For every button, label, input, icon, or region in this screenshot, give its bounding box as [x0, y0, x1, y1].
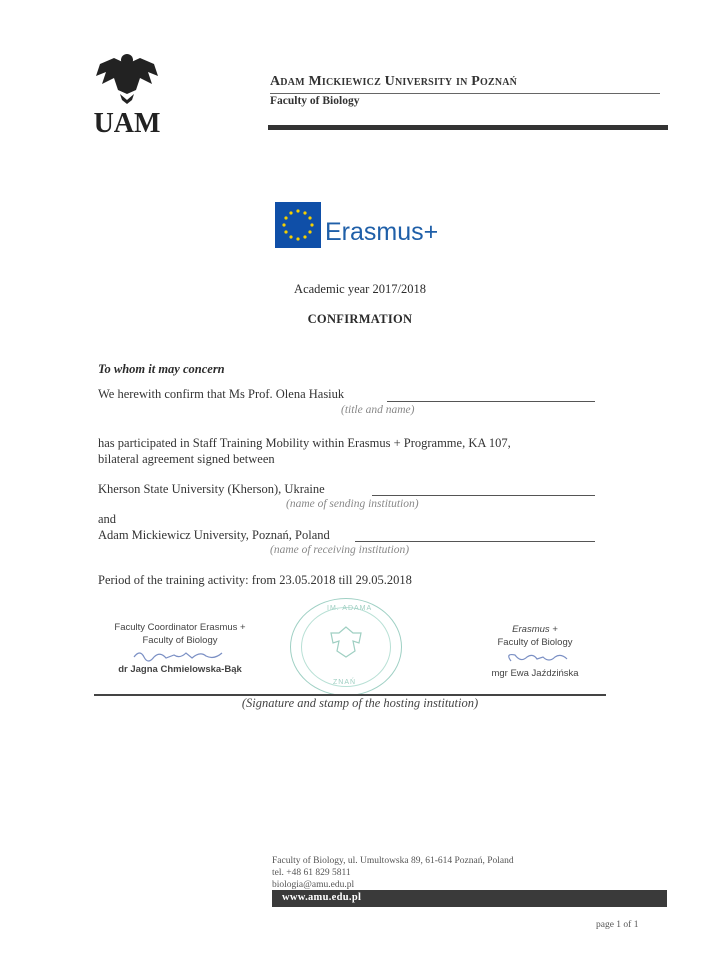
left-signature-title: Faculty Coordinator Erasmus + [114, 622, 246, 633]
right-signature-block [470, 623, 600, 680]
stamp-text-top: IM. ADAMA [327, 605, 373, 612]
title-name-hint: (title and name) [341, 404, 415, 416]
erasmus-wordmark: Erasmus+ [325, 217, 439, 246]
confirm-statement: We herewith confirm that Ms Prof. Olena Hasiuk [98, 387, 345, 401]
and-text: and [98, 512, 117, 526]
receiving-underline [355, 541, 595, 542]
footer-address: Faculty of Biology, ul. Umultowska 89, 61-614 Poznań, Poland [272, 856, 514, 866]
signature-caption: (Signature and stamp of the hosting institution) [241, 696, 479, 710]
left-signatory-name: dr Jagna Chmielowska-Bąk [118, 664, 242, 675]
left-signature-unit: Faculty of Biology [142, 635, 218, 646]
participation-text-1: has participated in Staff Training Mobility within Erasmus + Programme, KA 107, [98, 436, 511, 450]
footer-bar [272, 890, 667, 907]
right-signature-unit: Faculty of Biology [497, 637, 573, 648]
university-name: Adam Mickiewicz University in Poznań [270, 74, 518, 89]
right-signatory-name: mgr Ewa Jaździńska [491, 668, 579, 679]
stamp-eagle-icon [327, 623, 365, 667]
participation-text-2: bilateral agreement signed between [98, 452, 275, 466]
faculty-name: Faculty of Biology [270, 95, 360, 107]
right-signature-title: Erasmus + [512, 624, 558, 635]
eu-flag-icon [275, 202, 321, 248]
footer-address-block [272, 855, 514, 891]
name-underline [387, 401, 595, 402]
svg-text:UAM: UAM [93, 108, 161, 135]
training-period: Period of the training activity: from 23.05.2018 till 29.05.2018 [98, 573, 412, 587]
institution-stamp [290, 598, 402, 696]
erasmus-logo [275, 202, 438, 248]
right-handwritten-signature [470, 649, 600, 667]
stamp-text-bottom: ZNAŃ [333, 679, 357, 686]
sending-hint: (name of sending institution) [286, 498, 419, 510]
academic-year: Academic year 2017/2018 [294, 282, 426, 296]
header-divider [268, 125, 668, 130]
footer-phone: tel. +48 61 829 5811 [272, 868, 351, 878]
page-number: page 1 of 1 [596, 920, 639, 930]
receiving-hint: (name of receiving institution) [270, 544, 410, 556]
footer-website-link[interactable]: www.amu.edu.pl [282, 892, 362, 903]
footer-email: biologia@amu.edu.pl [272, 880, 355, 890]
header-rule [270, 93, 660, 94]
sending-underline [372, 495, 595, 496]
salutation: To whom it may concern [98, 362, 225, 376]
left-signature-block [100, 621, 260, 676]
sending-institution: Kherson State University (Kherson), Ukraine [98, 482, 325, 496]
receiving-institution: Adam Mickiewicz University, Poznań, Poland [98, 528, 330, 542]
document-title: CONFIRMATION [307, 312, 413, 326]
left-handwritten-signature [100, 647, 260, 663]
uam-logo [92, 50, 162, 135]
